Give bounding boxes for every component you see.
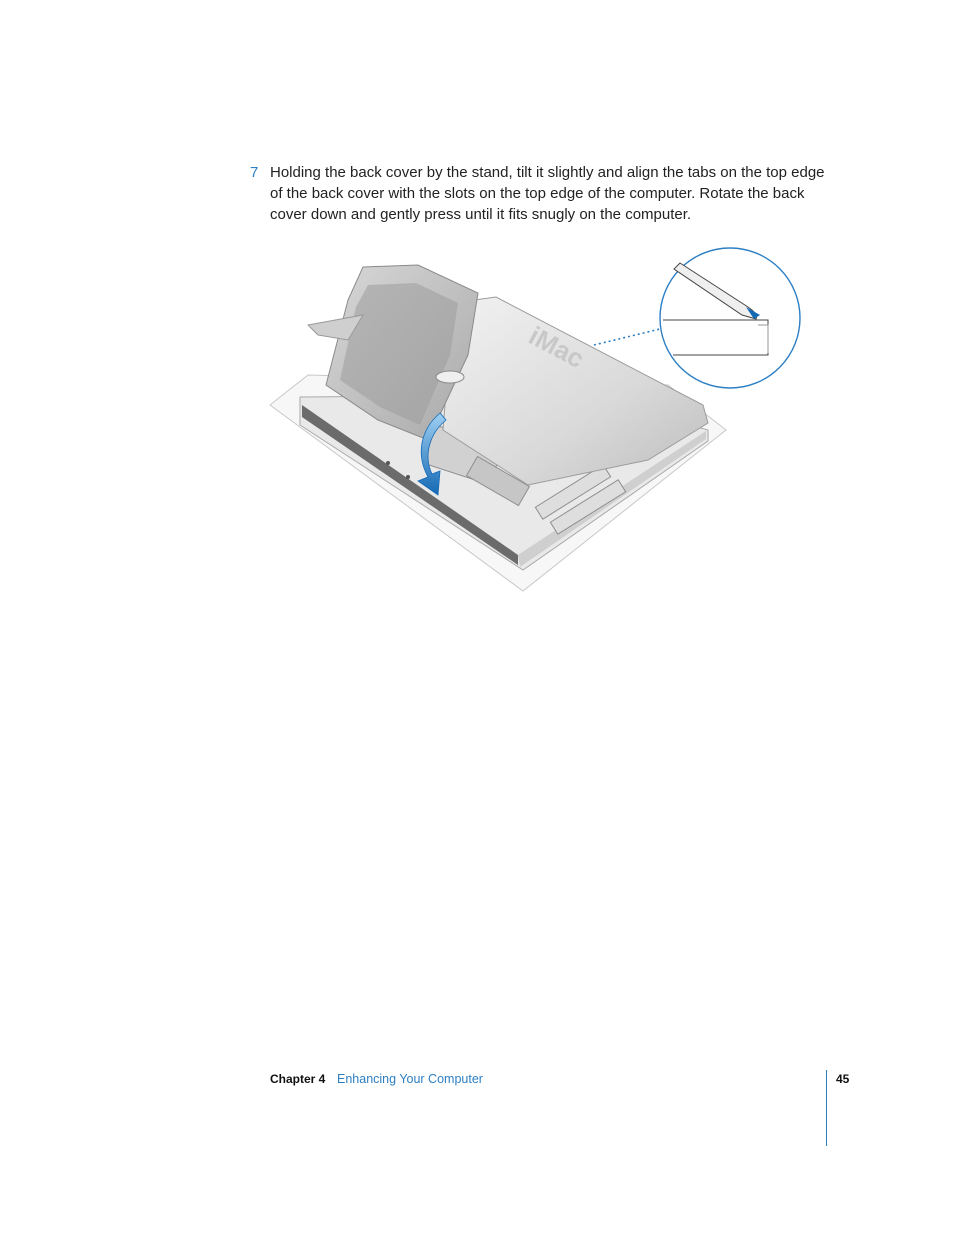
detail-leader xyxy=(594,329,660,345)
cover-logo: iMac xyxy=(524,320,590,374)
step-text: Holding the back cover by the stand, tilt it slightly and align the tabs on the top edge of the back cover with the slots on the top edge of the computer. Rotate the back cover down and gently press until it fits snugly on the computer. xyxy=(270,164,825,223)
page-number: 45 xyxy=(836,1072,850,1086)
step-number: 7 xyxy=(250,164,259,181)
footer-divider xyxy=(826,1070,827,1146)
footer-chapter-title: Enhancing Your Computer xyxy=(337,1072,483,1086)
back-cover-illustration xyxy=(268,245,808,595)
detail-callout xyxy=(660,248,800,388)
footer-chapter-label: Chapter 4 xyxy=(270,1072,326,1086)
